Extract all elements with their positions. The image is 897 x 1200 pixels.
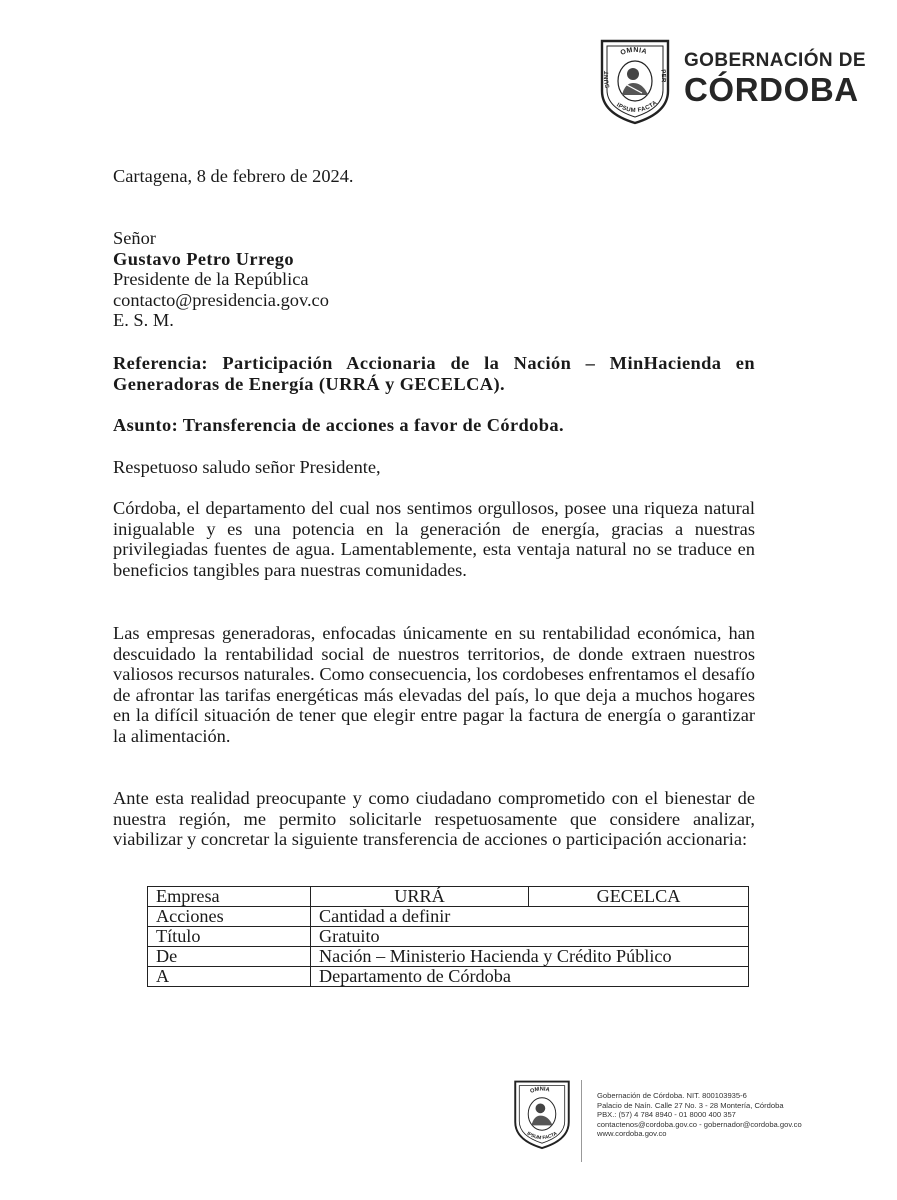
footer-line-email[interactable]: contactenos@cordoba.gov.co - gobernador@cordoba.gov.co (597, 1119, 802, 1129)
brand-line-2: CÓRDOBA (684, 71, 859, 108)
footer-line-phone: PBX.: (57) 4 784 8940 - 01 8000 400 357 (597, 1110, 736, 1120)
table-header-cell: GECELCA (529, 887, 749, 907)
table-row-value: Gratuito (311, 927, 749, 947)
recipient-salutation: Señor (113, 228, 156, 248)
recipient-block (113, 228, 755, 331)
seal-right-word: PER (659, 69, 667, 83)
svg-text:PER (659, 69, 666, 83)
reference-line: Referencia: Participación Accionaria de la Nación – MinHacienda en Generadoras de Energía (URRÁ y GECELCA). (113, 353, 755, 394)
seal-top-word: OMNIA (619, 46, 648, 57)
body-paragraph-1: Córdoba, el departamento del cual nos sentimos orgullosos, posee una riqueza natural inigualable y es una potencia en la generación de energía, gracias a nuestras privilegiadas fuentes de agua. Lamentablemente, esta ventaja natural no se traduce en beneficios tangibles para nuestras comunidades. (113, 498, 755, 580)
greeting: Respetuoso saludo señor Presidente, (113, 457, 381, 477)
table-row-label: A (148, 967, 311, 987)
footer-line-address: Palacio de Naín. Calle 27 No. 3 - 28 Montería, Córdoba (597, 1100, 784, 1110)
recipient-email: contacto@presidencia.gov.co (113, 289, 329, 310)
footer-line-nit: Gobernación de Córdoba. NIT. 800103935-6 (597, 1091, 747, 1100)
table-row (148, 947, 749, 967)
table-row (148, 927, 749, 947)
footer-seal-bottom-words: IPSUM FACTA (525, 1131, 559, 1142)
table-row-label: De (148, 947, 311, 967)
letter-date: Cartagena, 8 de febrero de 2024. (113, 166, 354, 186)
recipient-name: Gustavo Petro Urrego (113, 248, 294, 269)
footer-divider (581, 1080, 582, 1162)
subject-line: Asunto: Transferencia de acciones a favor de Córdoba. (113, 415, 564, 435)
table-header-row (148, 887, 749, 907)
footer-seal-logo (512, 1078, 572, 1150)
seal-left-word: SUNT (603, 70, 612, 89)
table-header-cell: Empresa (148, 887, 311, 907)
table-row-value: Nación – Ministerio Hacienda y Crédito Público (311, 947, 749, 967)
footer-line-website[interactable]: www.cordoba.gov.co (597, 1129, 667, 1139)
body-paragraph-2: Las empresas generadoras, enfocadas únicamente en su rentabilidad económica, han descuidado la rentabilidad social de nuestros territorios, de donde extraen nuestros valiosos recursos naturales. Como consecuencia, los cordobeses enfrentamos el desafío de afrontar las tarifas energéticas más elevadas del país, lo que deja a muchos hogares en la difícil situación de tener que elegir entre pagar la factura de energía o garantizar la alimentación. (113, 623, 755, 746)
seal-bottom-words: IPSUM FACTA (615, 99, 659, 115)
footer-contact-info (597, 1091, 802, 1139)
recipient-title: Presidente de la República (113, 269, 309, 289)
table-row (148, 967, 749, 987)
shares-transfer-table (147, 886, 749, 987)
cordoba-seal-logo (598, 37, 672, 125)
brand-block (684, 50, 866, 108)
table-row-label: Título (148, 927, 311, 947)
recipient-closing: E. S. M. (113, 310, 174, 330)
table-row-label: Acciones (148, 907, 311, 927)
footer-seal-top-word: OMNIA (529, 1086, 551, 1095)
table-row-value: Cantidad a definir (311, 907, 749, 927)
table-row (148, 907, 749, 927)
table-header-cell: URRÁ (311, 887, 529, 907)
body-paragraph-3: Ante esta realidad preocupante y como ciudadano comprometido con el bienestar de nuestra región, me permito solicitarle respetuosamente que considere analizar, viabilizar y concretar la siguiente transferencia de acciones o participación accionaria: (113, 788, 755, 849)
brand-line-1: GOBERNACIÓN DE (684, 50, 866, 71)
table-row-value: Departamento de Córdoba (311, 967, 749, 987)
